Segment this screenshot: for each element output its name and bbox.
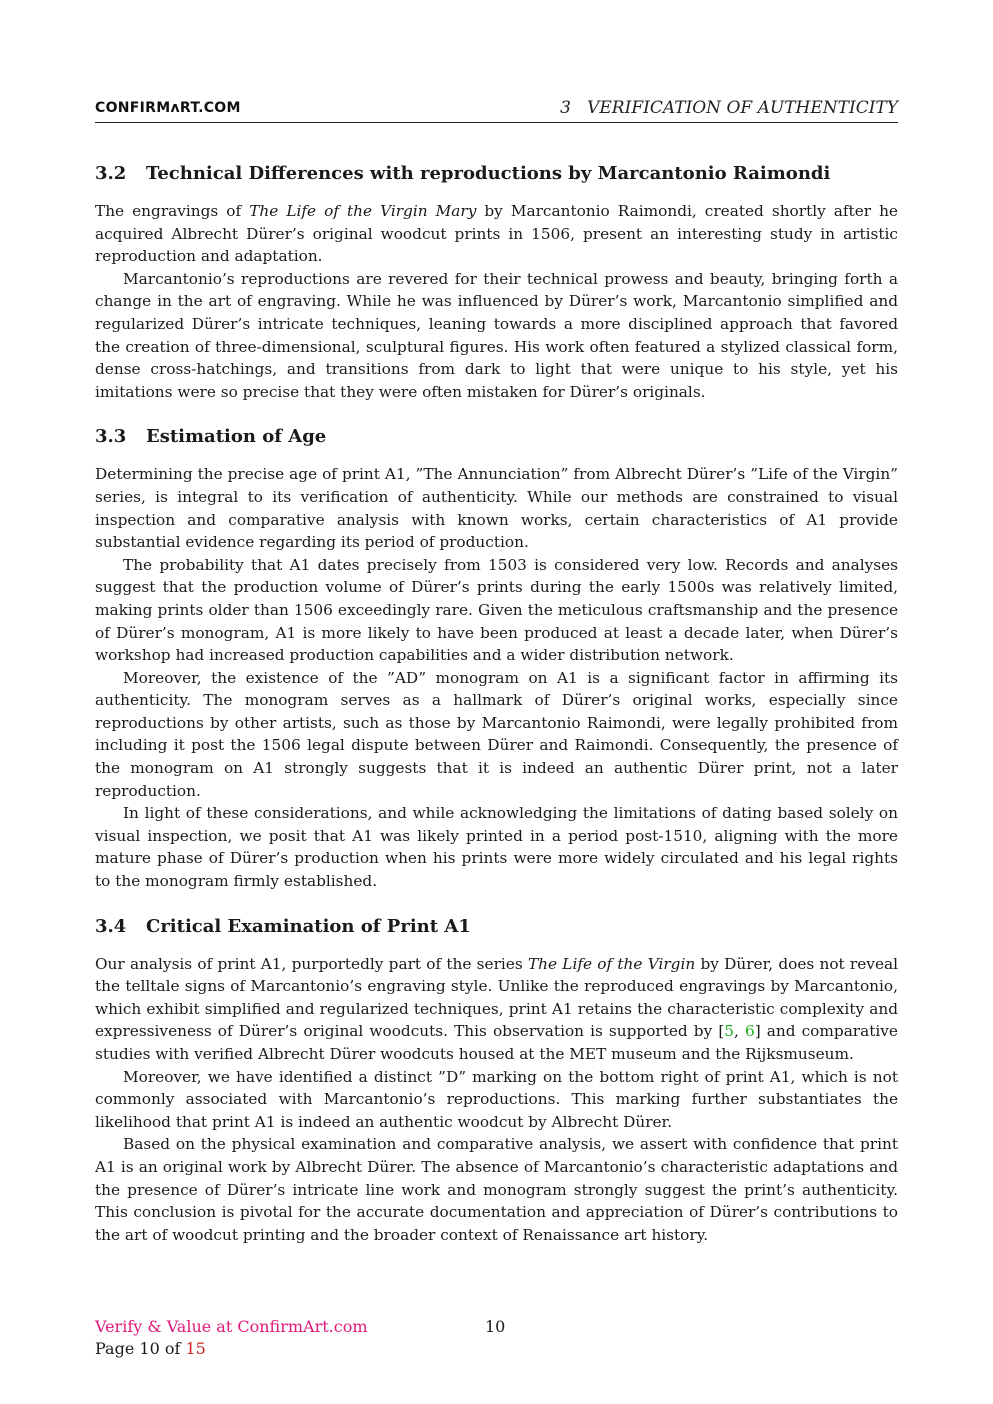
citation-link[interactable]: 5 — [724, 1022, 735, 1041]
paragraph: Marcantonio’s reproductions are revered for their technical prowess and beauty, bringing forth a change in the art of engraving. While he was influenced by Dürer’s work, Marcantonio simplified and regularized Dürer’s intricate techniques, leaning towards a more disciplined approach that favored the creation of three-dimensional, sculptural figures. His work often featured a stylized classical form, dense cross-hatchings, and transitions from dark to light that were unique to his style, yet his imitations were so precise that they were often mistaken for Dürer’s originals. — [95, 269, 898, 401]
section-3-4 — [95, 911, 898, 1247]
section-heading — [95, 421, 898, 453]
paragraph: Moreover, we have identified a distinct ”D” marking on the bottom right of print A1, which is not commonly associated with Marcantonio’s reproductions. This marking further substantiates the likelihood that print A1 is indeed an authentic woodcut by Albrecht Dürer. — [95, 1067, 898, 1131]
paragraph — [95, 953, 898, 1066]
italic-title: The Life of the Virgin — [527, 954, 696, 973]
italic-title: The Life of the Virgin Mary — [249, 202, 477, 220]
confirmart-link[interactable]: Verify & Value at ConfirmArt.com — [95, 1317, 368, 1336]
total-pages-link[interactable]: 15 — [185, 1339, 206, 1358]
page-count — [95, 1338, 898, 1360]
text-run: by Marcantonio Raimondi, created shortly after he acquired Albrecht Dürer’s original woodcut prints in 1506, present an interesting study in artistic reproduction and adaptation. — [95, 202, 898, 266]
text-run: ] and comparative studies with verified Albrecht Dürer woodcuts housed at the MET museum and the Rijksmuseum. — [95, 1022, 898, 1063]
section-title: Technical Differences with reproductions by Marcantonio Raimondi — [146, 163, 831, 184]
section-heading — [95, 911, 898, 943]
section-3-2 — [95, 158, 898, 403]
section-3-3 — [95, 421, 898, 892]
paragraph: Moreover, the existence of the ”AD” monogram on A1 is a significant factor in affirming its authenticity. The monogram serves as a hallmark of Dürer’s original works, especially since reproductions by other artists, such as those by Marcantonio Raimondi, were legally prohibited from including it post the 1506 legal dispute between Dürer and Raimondi. Consequently, the presence of the monogram on A1 strongly suggests that it is indeed an authentic Dürer print, not a later reproduction. — [95, 668, 898, 800]
text-run: The engravings of — [95, 202, 250, 220]
running-title: 3 VERIFICATION OF AUTHENTICITY — [560, 98, 898, 118]
page-header — [95, 98, 898, 123]
paragraph: In light of these considerations, and while acknowledging the limitations of dating based solely on visual inspection, we posit that A1 was likely printed in a period post-1510, aligning with the more mature phase of Dürer’s production when his prints were more widely circulated and his legal rights to the monogram firmly established. — [95, 804, 898, 891]
section-number: 3.2 — [95, 163, 127, 184]
section-title: Estimation of Age — [146, 426, 327, 448]
section-title: Critical Examination of Print A1 — [146, 915, 471, 937]
paragraph: The probability that A1 dates precisely from 1503 is considered very low. Records and analyses suggest that the production volume of Dürer’s prints during the early 1500s was relatively limited, making prints older than 1506 exceedingly rare. Given the meticulous craftsmanship and the presence of Dürer’s monogram, A1 is more likely to have been produced at least a decade later, when Dürer’s workshop had increased production capabilities and a wider distribution network. — [95, 555, 898, 665]
page-number: 10 — [485, 1317, 506, 1336]
confirmart-logo: CONFIRMᴧRT.COM — [95, 100, 241, 116]
paragraph — [95, 200, 898, 268]
text-run: , — [734, 1022, 745, 1041]
section-number: 3.3 — [95, 426, 127, 448]
paragraph: Based on the physical examination and comparative analysis, we assert with confidence that print A1 is an original work by Albrecht Dürer. The absence of Marcantonio’s characteristic adaptations and the presence of Dürer’s intricate line work and monogram strongly suggest the print’s authenticity. This conclusion is pivotal for the accurate documentation and appreciation of Dürer’s contributions to the art of woodcut printing and the broader context of Renaissance art history. — [95, 1135, 898, 1244]
section-number: 3.4 — [95, 915, 127, 937]
text-run: by Dürer, does not reveal the telltale signs of Marcantonio’s engraving style. Unlike the reproduced engravings by Marcantonio, which exhibit simplified and regularized techniques, print A1 retains the characteristic complexity and expressiveness of Dürer’s original woodcuts. This observation is supported by [ — [95, 954, 899, 1041]
citation-link[interactable]: 6 — [744, 1022, 755, 1041]
paragraph: Determining the precise age of print A1, ”The Annunciation” from Albrecht Dürer’s ”Life of the Virgin” series, is integral to its verification of authenticity. While our methods are constrained to visual inspection and comparative analysis with known works, certain characteristics of A1 provide substantial evidence regarding its period of production. — [95, 465, 898, 552]
section-heading — [95, 158, 898, 190]
document-body — [95, 158, 898, 1264]
page-footer — [95, 1316, 898, 1360]
page-prefix: Page 10 of — [95, 1339, 186, 1358]
text-run: Our analysis of print A1, purportedly part of the series — [95, 954, 528, 973]
